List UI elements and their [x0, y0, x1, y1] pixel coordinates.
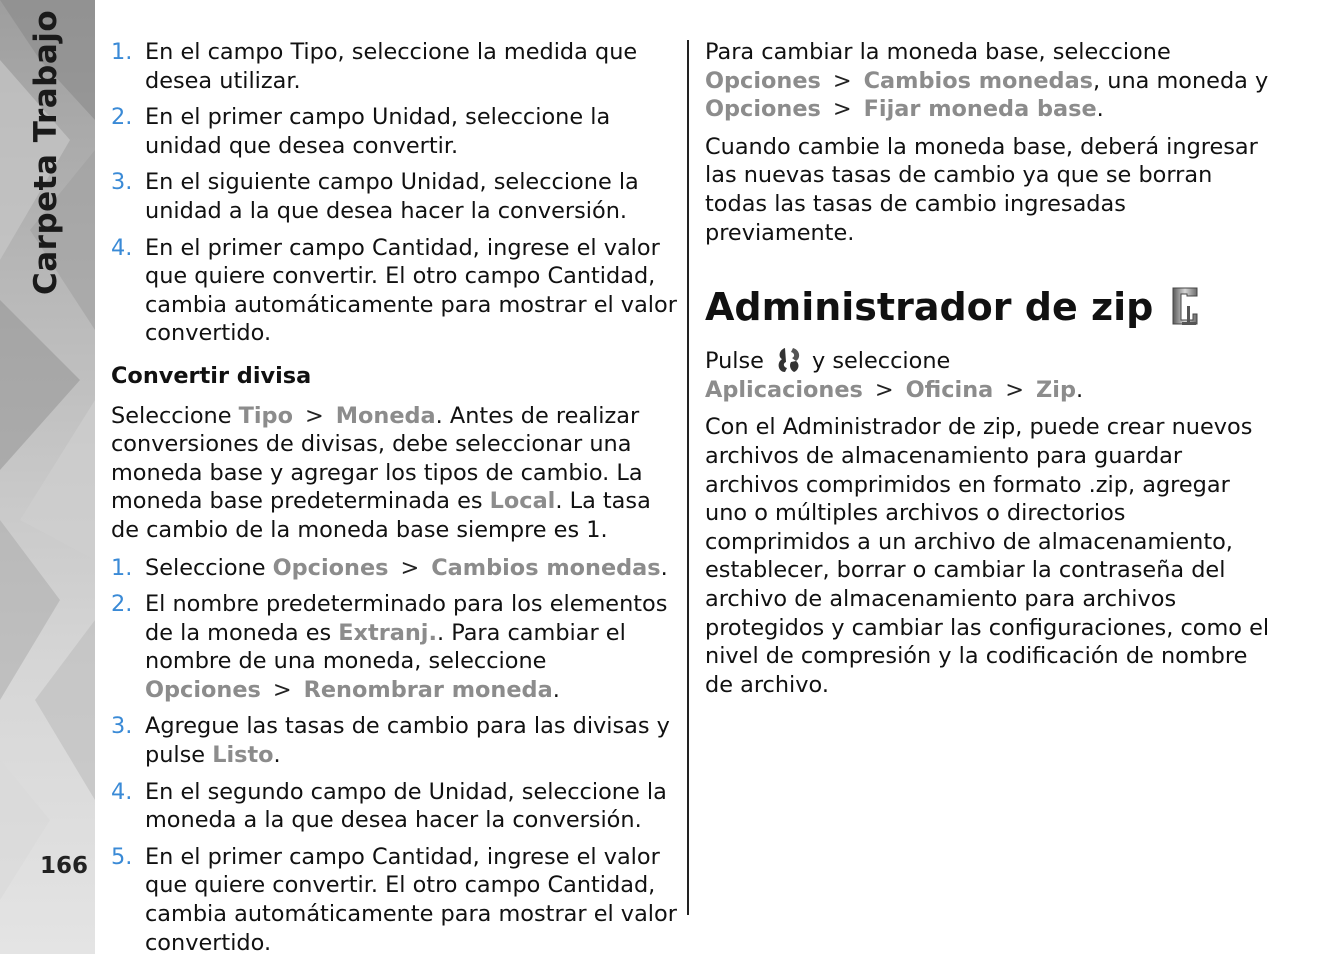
list-text: En el primer campo Cantidad, ingrese el valor que quiere convertir. El otro campo Cantidad, cambia automáticamente para mostrar el valor convertido. [145, 234, 677, 347]
list-number: 3. [111, 169, 133, 196]
menu-path-tipo: Tipo [238, 402, 293, 429]
list-text: En el siguiente campo Unidad, seleccione la unidad a la que desea hacer la conversión. [145, 169, 639, 224]
currency-conversion-steps [111, 554, 679, 958]
text-run: . [273, 742, 281, 769]
list-item [111, 38, 679, 95]
list-text: En el primer campo Unidad, seleccione la unidad que desea convertir. [145, 104, 611, 159]
list-number: 4. [111, 778, 133, 805]
menu-separator: > [832, 67, 852, 94]
section-title: Carpeta Trabajo [28, 9, 64, 295]
list-item [111, 554, 679, 583]
text-run: . [1096, 96, 1104, 123]
zip-description-paragraph: Con el Administrador de zip, puede crear nuevos archivos de almacenamiento para guardar archivos comprimidos en formato .zip, agregar uno o múltiples archivos o directorios comprimidos a un archivo de almacenamiento, establecer, borrar o cambiar la contraseña del archivo de almacenamiento para archivos protegidos y cambiar las configuraciones, como el nivel de compresión y la codificación de nombre de archivo. [705, 414, 1270, 698]
page-number: 166 [40, 853, 89, 879]
text-run: . [552, 676, 560, 703]
menu-path-opciones: Opciones [705, 67, 821, 94]
text-run: . Antes de realizar conversiones de divisas, debe seleccionar una moneda base y agregar los tipos de cambio. La moneda base predeterminada es [111, 402, 643, 515]
subheading-convertir-divisa: Convertir divisa [111, 362, 312, 389]
menu-path-extranj: Extranj. [338, 619, 437, 646]
menu-path-cambios-monedas: Cambios monedas [863, 67, 1094, 94]
heading-administrador-de-zip [705, 283, 1271, 331]
list-item [111, 103, 679, 160]
currency-intro-paragraph [111, 402, 679, 545]
menu-key-icon [776, 345, 802, 375]
menu-path-listo: Listo [212, 742, 274, 769]
text-run: y seleccione [811, 348, 951, 375]
zip-manager-icon [1167, 284, 1203, 330]
menu-path-renombrar-moneda: Renombrar moneda [303, 676, 553, 703]
menu-separator: > [400, 554, 420, 581]
text-run: . Para cambiar el nombre de una moneda, seleccione [145, 619, 626, 675]
list-item [111, 234, 679, 348]
menu-path-aplicaciones: Aplicaciones [705, 376, 863, 403]
list-item [111, 843, 679, 957]
list-number: 2. [111, 104, 133, 131]
list-text: En el campo Tipo, seleccione la medida que desea utilizar. [145, 39, 638, 94]
menu-path-fijar-moneda-base: Fijar moneda base [863, 96, 1097, 123]
menu-separator: > [832, 96, 852, 123]
list-number: 2. [111, 591, 133, 618]
menu-path-zip: Zip [1036, 376, 1076, 403]
column-divider [687, 40, 689, 915]
text-run: Agregue las tasas de cambio para las divisas y pulse [145, 713, 670, 769]
text-run: En el primer campo Cantidad, ingrese el valor que quiere convertir. El otro campo Cantidad, cambia automáticamente para mostrar el valor convertido. [145, 843, 677, 956]
base-currency-paragraph [705, 38, 1271, 124]
menu-separator: > [272, 676, 292, 703]
heading-text: Administrador de zip [705, 285, 1154, 330]
zip-navigation-paragraph [705, 345, 1271, 404]
text-run: Seleccione [145, 554, 273, 581]
list-item [111, 778, 679, 835]
list-number: 3. [111, 713, 133, 740]
menu-path-moneda: Moneda [335, 402, 436, 429]
text-run: Para cambiar la moneda base, seleccione [705, 39, 1171, 65]
list-item [111, 590, 679, 704]
text-run: , una moneda y [1093, 67, 1269, 94]
list-number: 5. [111, 843, 133, 870]
menu-path-opciones: Opciones [272, 554, 389, 581]
menu-separator: > [1005, 376, 1025, 403]
menu-path-opciones: Opciones [145, 676, 261, 703]
menu-separator: > [874, 376, 894, 403]
menu-path-cambios-monedas: Cambios monedas [431, 554, 661, 581]
text-run: Pulse [705, 348, 764, 375]
text-run: Seleccione [111, 402, 239, 429]
text-run: . La tasa de cambio de la moneda base siempre es 1. [111, 488, 651, 543]
text-run: . [1076, 376, 1084, 403]
menu-path-local: Local [489, 488, 556, 515]
list-number: 4. [111, 234, 133, 261]
rates-reset-paragraph: Cuando cambie la moneda base, deberá ingresar las nuevas tasas de cambio ya que se borran todas las tasas de cambio ingresadas previamente. [705, 133, 1258, 246]
unit-conversion-steps [111, 38, 679, 348]
text-run: En el segundo campo de Unidad, seleccione la moneda a la que desea hacer la conversión. [145, 778, 667, 834]
left-column [111, 38, 679, 965]
list-number: 1. [111, 554, 133, 581]
text-run: El nombre predeterminado para los elementos de la moneda es [145, 591, 668, 646]
list-item [111, 168, 679, 225]
list-number: 1. [111, 39, 133, 65]
text-run: . [660, 554, 668, 581]
menu-separator: > [304, 402, 324, 429]
menu-path-opciones: Opciones [705, 96, 821, 123]
right-column [705, 38, 1271, 708]
list-item [111, 712, 679, 769]
menu-path-oficina: Oficina [905, 376, 994, 403]
